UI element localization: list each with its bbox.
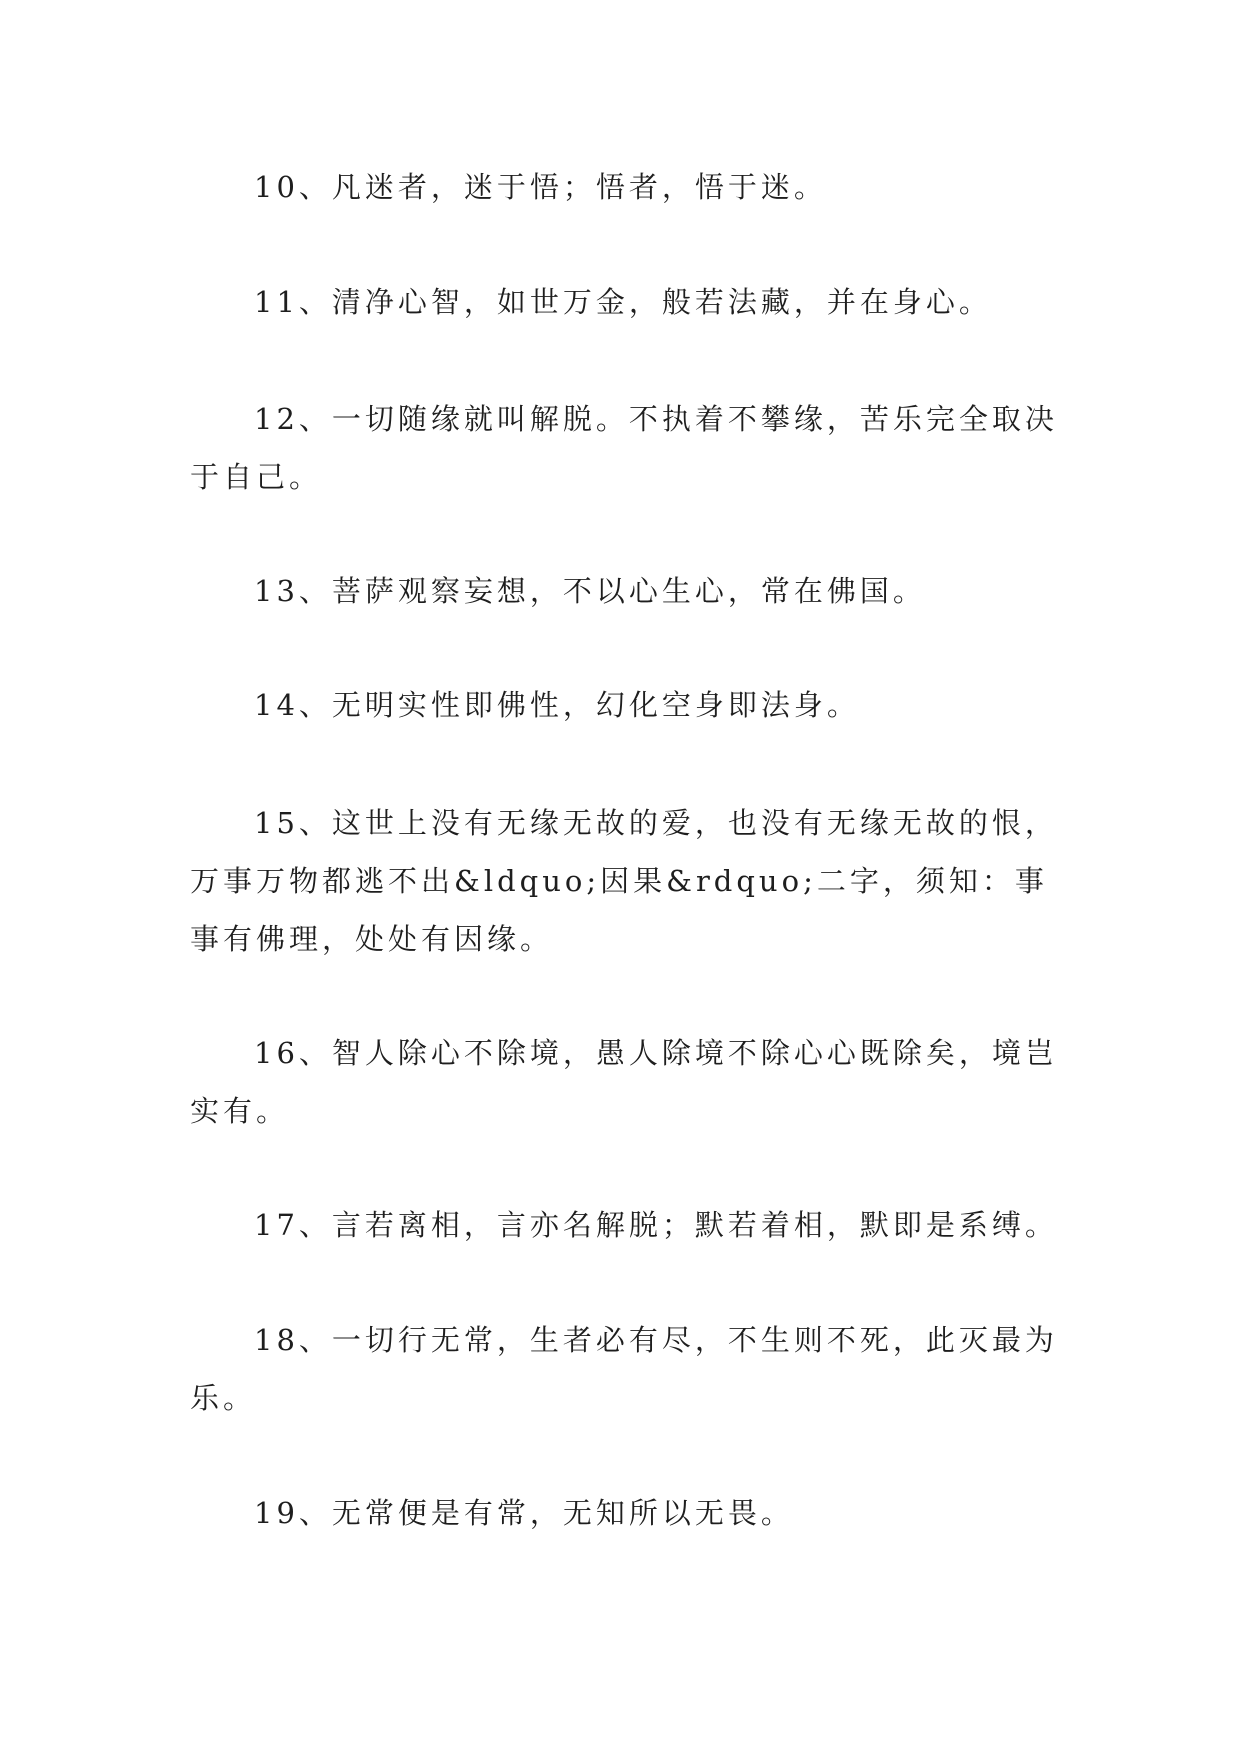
- paragraph-17: 17、言若离相，言亦名解脱；默若着相，默即是系缚。: [254, 1208, 1058, 1242]
- paragraph-10: 10、凡迷者，迷于悟；悟者，悟于迷。: [254, 170, 827, 204]
- paragraph-14: 14、无明实性即佛性，幻化空身即法身。: [254, 688, 860, 722]
- paragraph-11: 11、清净心智，如世万金，般若法藏，并在身心。: [254, 285, 992, 319]
- paragraph-19: 19、无常便是有常，无知所以无畏。: [254, 1496, 794, 1530]
- paragraph-15: 15、这世上没有无缘无故的爱，也没有无缘无故的恨，万事万物都逃不出&ldquo;因果&rdquo;二字，须知：事事有佛理，处处有因缘。: [190, 806, 1058, 956]
- paragraph-18: 18、一切行无常，生者必有尽，不生则不死，此灭最为乐。: [190, 1323, 1058, 1415]
- paragraph-12: 12、一切随缘就叫解脱。不执着不攀缘，苦乐完全取决于自己。: [190, 402, 1058, 494]
- paragraph-13: 13、菩萨观察妄想，不以心生心，常在佛国。: [254, 574, 926, 608]
- paragraph-16: 16、智人除心不除境，愚人除境不除心心既除矣，境岂实有。: [190, 1036, 1058, 1128]
